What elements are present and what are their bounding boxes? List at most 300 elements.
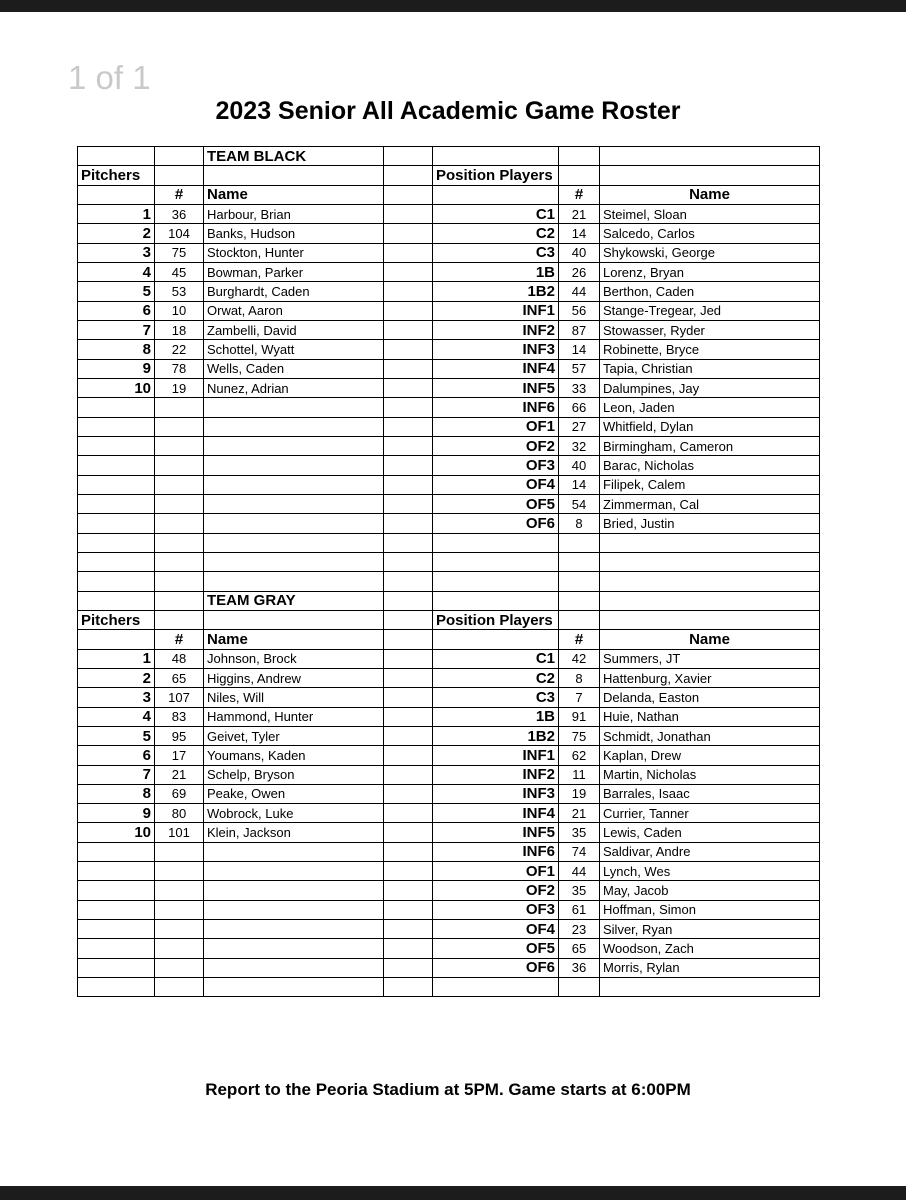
name-column-header: Name [204,185,384,204]
empty-cell [204,939,384,958]
player-name: Martin, Nicholas [600,765,820,784]
empty-cell [204,398,384,417]
position-label: INF4 [433,804,559,823]
name-column-header: Name [204,630,384,649]
empty-cell [384,417,433,436]
pitcher-number: 95 [155,726,204,745]
empty-cell [384,282,433,301]
empty-cell [433,630,559,649]
column-header-row [78,630,820,649]
pitcher-slot: 4 [78,262,155,281]
player-name: Leon, Jaden [600,398,820,417]
empty-cell [433,552,559,571]
position-label: INF5 [433,823,559,842]
table-row [78,359,820,378]
pitcher-name: Stockton, Hunter [204,243,384,262]
table-row [78,320,820,339]
empty-cell [204,881,384,900]
empty-cell [155,436,204,455]
empty-cell [204,533,384,552]
pitcher-slot: 6 [78,301,155,320]
empty-cell [155,920,204,939]
empty-cell [384,359,433,378]
table-row [78,204,820,223]
empty-cell [78,533,155,552]
empty-cell [384,726,433,745]
table-row [78,862,820,881]
player-number: 44 [559,282,600,301]
position-label: OF6 [433,514,559,533]
pitcher-slot: 7 [78,765,155,784]
table-row [78,939,820,958]
empty-cell [433,185,559,204]
empty-cell [155,147,204,166]
player-number: 7 [559,688,600,707]
pitcher-name: Youmans, Kaden [204,746,384,765]
table-row [78,765,820,784]
empty-cell [155,398,204,417]
player-number: 14 [559,224,600,243]
empty-cell [204,417,384,436]
empty-cell [384,436,433,455]
position-label: OF3 [433,456,559,475]
pitcher-name: Geivet, Tyler [204,726,384,745]
pitcher-slot: 2 [78,668,155,687]
player-name: Birmingham, Cameron [600,436,820,455]
pitcher-number: 18 [155,320,204,339]
player-number: 40 [559,243,600,262]
empty-cell [78,978,155,997]
empty-cell [600,610,820,629]
blank-row [78,978,820,997]
empty-cell [155,978,204,997]
table-row [78,823,820,842]
player-number: 19 [559,784,600,803]
empty-cell [433,978,559,997]
empty-cell [155,900,204,919]
blank-row [78,552,820,571]
name-column-header: Name [600,185,820,204]
pitchers-header: Pitchers [78,166,155,185]
player-name: Hoffman, Simon [600,900,820,919]
pitcher-name: Bowman, Parker [204,262,384,281]
empty-cell [155,417,204,436]
empty-cell [78,958,155,977]
table-row [78,224,820,243]
table-row [78,301,820,320]
player-name: Barrales, Isaac [600,784,820,803]
empty-cell [155,939,204,958]
empty-cell [78,939,155,958]
pitcher-name: Harbour, Brian [204,204,384,223]
number-column-header: # [155,185,204,204]
position-label: OF1 [433,417,559,436]
table-row [78,340,820,359]
section-header-row [78,610,820,629]
position-label: INF3 [433,784,559,803]
empty-cell [204,166,384,185]
number-column-header: # [559,185,600,204]
empty-cell [155,514,204,533]
table-row [78,494,820,513]
pitcher-name: Niles, Will [204,688,384,707]
pitcher-name: Banks, Hudson [204,224,384,243]
player-number: 75 [559,726,600,745]
pitcher-name: Schottel, Wyatt [204,340,384,359]
pitcher-number: 21 [155,765,204,784]
position-label: C3 [433,688,559,707]
pitcher-number: 104 [155,224,204,243]
empty-cell [384,900,433,919]
footer-note: Report to the Peoria Stadium at 5PM. Game starts at 6:00PM [205,1080,691,1099]
empty-cell [204,862,384,881]
player-number: 27 [559,417,600,436]
empty-cell [559,978,600,997]
table-row [78,726,820,745]
empty-cell [384,243,433,262]
empty-cell [384,147,433,166]
empty-cell [78,920,155,939]
column-header-row [78,185,820,204]
empty-cell [384,224,433,243]
empty-cell [78,881,155,900]
player-name: Kaplan, Drew [600,746,820,765]
player-number: 35 [559,823,600,842]
player-number: 14 [559,340,600,359]
pitcher-name: Higgins, Andrew [204,668,384,687]
player-name: Shykowski, George [600,243,820,262]
empty-cell [155,572,204,591]
empty-cell [204,494,384,513]
empty-cell [433,533,559,552]
empty-cell [78,552,155,571]
table-row [78,842,820,861]
empty-cell [155,494,204,513]
empty-cell [559,147,600,166]
table-row [78,804,820,823]
player-number: 8 [559,668,600,687]
number-column-header: # [559,630,600,649]
position-label: INF6 [433,842,559,861]
position-label: OF6 [433,958,559,977]
empty-cell [78,436,155,455]
empty-cell [384,185,433,204]
pitcher-slot: 10 [78,823,155,842]
empty-cell [384,610,433,629]
empty-cell [155,456,204,475]
empty-cell [204,514,384,533]
empty-cell [78,456,155,475]
table-row [78,282,820,301]
empty-cell [155,533,204,552]
empty-cell [559,166,600,185]
empty-cell [600,147,820,166]
empty-cell [204,436,384,455]
team-name: TEAM GRAY [204,591,384,610]
empty-cell [78,494,155,513]
position-label: C2 [433,224,559,243]
table-row [78,688,820,707]
pitcher-number: 19 [155,378,204,397]
empty-cell [384,475,433,494]
page-title: 2023 Senior All Academic Game Roster [215,97,681,125]
empty-cell [384,920,433,939]
document-page [0,12,906,1186]
table-row [78,649,820,668]
player-name: Robinette, Bryce [600,340,820,359]
empty-cell [559,552,600,571]
player-number: 40 [559,456,600,475]
empty-cell [600,572,820,591]
player-name: Morris, Rylan [600,958,820,977]
table-row [78,456,820,475]
player-name: Tapia, Christian [600,359,820,378]
empty-cell [78,514,155,533]
position-label: INF1 [433,746,559,765]
table-row [78,920,820,939]
player-number: 26 [559,262,600,281]
pitcher-number: 48 [155,649,204,668]
empty-cell [600,552,820,571]
table-row [78,475,820,494]
player-number: 32 [559,436,600,455]
empty-cell [204,610,384,629]
empty-cell [559,610,600,629]
empty-cell [384,784,433,803]
player-number: 74 [559,842,600,861]
empty-cell [204,920,384,939]
empty-cell [78,591,155,610]
pitcher-number: 17 [155,746,204,765]
empty-cell [384,456,433,475]
section-header-row [78,166,820,185]
empty-cell [384,166,433,185]
table-row [78,784,820,803]
pitcher-name: Wobrock, Luke [204,804,384,823]
empty-cell [204,456,384,475]
empty-cell [204,552,384,571]
player-number: 54 [559,494,600,513]
pitcher-number: 107 [155,688,204,707]
player-name: Stowasser, Ryder [600,320,820,339]
player-name: Lorenz, Bryan [600,262,820,281]
player-name: May, Jacob [600,881,820,900]
pitcher-slot: 8 [78,784,155,803]
position-players-header: Position Players [433,166,559,185]
player-name: Saldivar, Andre [600,842,820,861]
pitcher-slot: 8 [78,340,155,359]
pitcher-name: Peake, Owen [204,784,384,803]
pitcher-number: 80 [155,804,204,823]
table-row [78,881,820,900]
empty-cell [155,552,204,571]
player-name: Barac, Nicholas [600,456,820,475]
empty-cell [204,842,384,861]
empty-cell [204,900,384,919]
number-column-header: # [155,630,204,649]
table-row [78,436,820,455]
pitcher-slot: 3 [78,688,155,707]
position-label: OF3 [433,900,559,919]
table-row [78,668,820,687]
pitcher-name: Wells, Caden [204,359,384,378]
position-label: 1B [433,707,559,726]
empty-cell [204,958,384,977]
player-number: 91 [559,707,600,726]
empty-cell [600,533,820,552]
position-label: C2 [433,668,559,687]
empty-cell [384,378,433,397]
player-number: 66 [559,398,600,417]
position-label: OF1 [433,862,559,881]
player-name: Berthon, Caden [600,282,820,301]
pitcher-slot: 9 [78,804,155,823]
position-label: OF2 [433,881,559,900]
empty-cell [433,591,559,610]
team-header-row [78,147,820,166]
empty-cell [433,147,559,166]
pitcher-slot: 6 [78,746,155,765]
player-name: Filipek, Calem [600,475,820,494]
player-name: Stange-Tregear, Jed [600,301,820,320]
position-label: INF2 [433,320,559,339]
empty-cell [155,842,204,861]
player-name: Summers, JT [600,649,820,668]
name-column-header: Name [600,630,820,649]
empty-cell [384,823,433,842]
player-name: Salcedo, Carlos [600,224,820,243]
empty-cell [155,591,204,610]
pitcher-slot: 1 [78,649,155,668]
empty-cell [433,572,559,591]
pitcher-name: Orwat, Aaron [204,301,384,320]
empty-cell [78,572,155,591]
empty-cell [204,572,384,591]
empty-cell [78,842,155,861]
table-row [78,378,820,397]
pitcher-slot: 3 [78,243,155,262]
pitcher-slot: 2 [78,224,155,243]
empty-cell [384,533,433,552]
table-row [78,707,820,726]
empty-cell [384,939,433,958]
empty-cell [155,475,204,494]
pitcher-number: 101 [155,823,204,842]
pitcher-number: 75 [155,243,204,262]
blank-row [78,533,820,552]
empty-cell [384,978,433,997]
player-name: Hattenburg, Xavier [600,668,820,687]
empty-cell [384,765,433,784]
table-row [78,900,820,919]
empty-cell [384,514,433,533]
pitcher-name: Burghardt, Caden [204,282,384,301]
player-number: 56 [559,301,600,320]
player-number: 23 [559,920,600,939]
position-label: INF3 [433,340,559,359]
empty-cell [384,842,433,861]
empty-cell [384,262,433,281]
position-label: OF5 [433,494,559,513]
player-name: Steimel, Sloan [600,204,820,223]
player-name: Whitfield, Dylan [600,417,820,436]
position-label: 1B2 [433,726,559,745]
pitcher-name: Klein, Jackson [204,823,384,842]
pitcher-number: 69 [155,784,204,803]
player-number: 57 [559,359,600,378]
empty-cell [600,591,820,610]
pitcher-slot: 1 [78,204,155,223]
table-row [78,262,820,281]
empty-cell [155,610,204,629]
empty-cell [559,591,600,610]
empty-cell [78,900,155,919]
player-name: Silver, Ryan [600,920,820,939]
empty-cell [384,494,433,513]
empty-cell [384,320,433,339]
empty-cell [384,881,433,900]
empty-cell [155,958,204,977]
empty-cell [384,804,433,823]
pitcher-slot: 10 [78,378,155,397]
empty-cell [559,533,600,552]
empty-cell [78,475,155,494]
position-label: 1B [433,262,559,281]
player-name: Bried, Justin [600,514,820,533]
empty-cell [78,147,155,166]
empty-cell [384,204,433,223]
empty-cell [384,649,433,668]
empty-cell [384,552,433,571]
pitcher-number: 45 [155,262,204,281]
pitcher-slot: 9 [78,359,155,378]
table-row [78,958,820,977]
empty-cell [600,166,820,185]
player-number: 21 [559,204,600,223]
empty-cell [384,862,433,881]
blank-row [78,572,820,591]
player-number: 8 [559,514,600,533]
position-label: OF2 [433,436,559,455]
pitcher-name: Zambelli, David [204,320,384,339]
position-label: C1 [433,204,559,223]
player-name: Lynch, Wes [600,862,820,881]
player-name: Dalumpines, Jay [600,378,820,397]
position-label: INF4 [433,359,559,378]
pitcher-number: 65 [155,668,204,687]
position-label: INF1 [433,301,559,320]
player-number: 36 [559,958,600,977]
pitcher-number: 36 [155,204,204,223]
position-label: 1B2 [433,282,559,301]
empty-cell [384,301,433,320]
player-number: 44 [559,862,600,881]
player-name: Delanda, Easton [600,688,820,707]
empty-cell [204,978,384,997]
pitcher-name: Hammond, Hunter [204,707,384,726]
pitcher-number: 10 [155,301,204,320]
page-counter: 1 of 1 [68,59,151,96]
empty-cell [78,630,155,649]
empty-cell [155,166,204,185]
pitcher-name: Schelp, Bryson [204,765,384,784]
pitcher-number: 53 [155,282,204,301]
player-number: 21 [559,804,600,823]
empty-cell [78,862,155,881]
empty-cell [155,881,204,900]
position-label: OF5 [433,939,559,958]
empty-cell [78,398,155,417]
